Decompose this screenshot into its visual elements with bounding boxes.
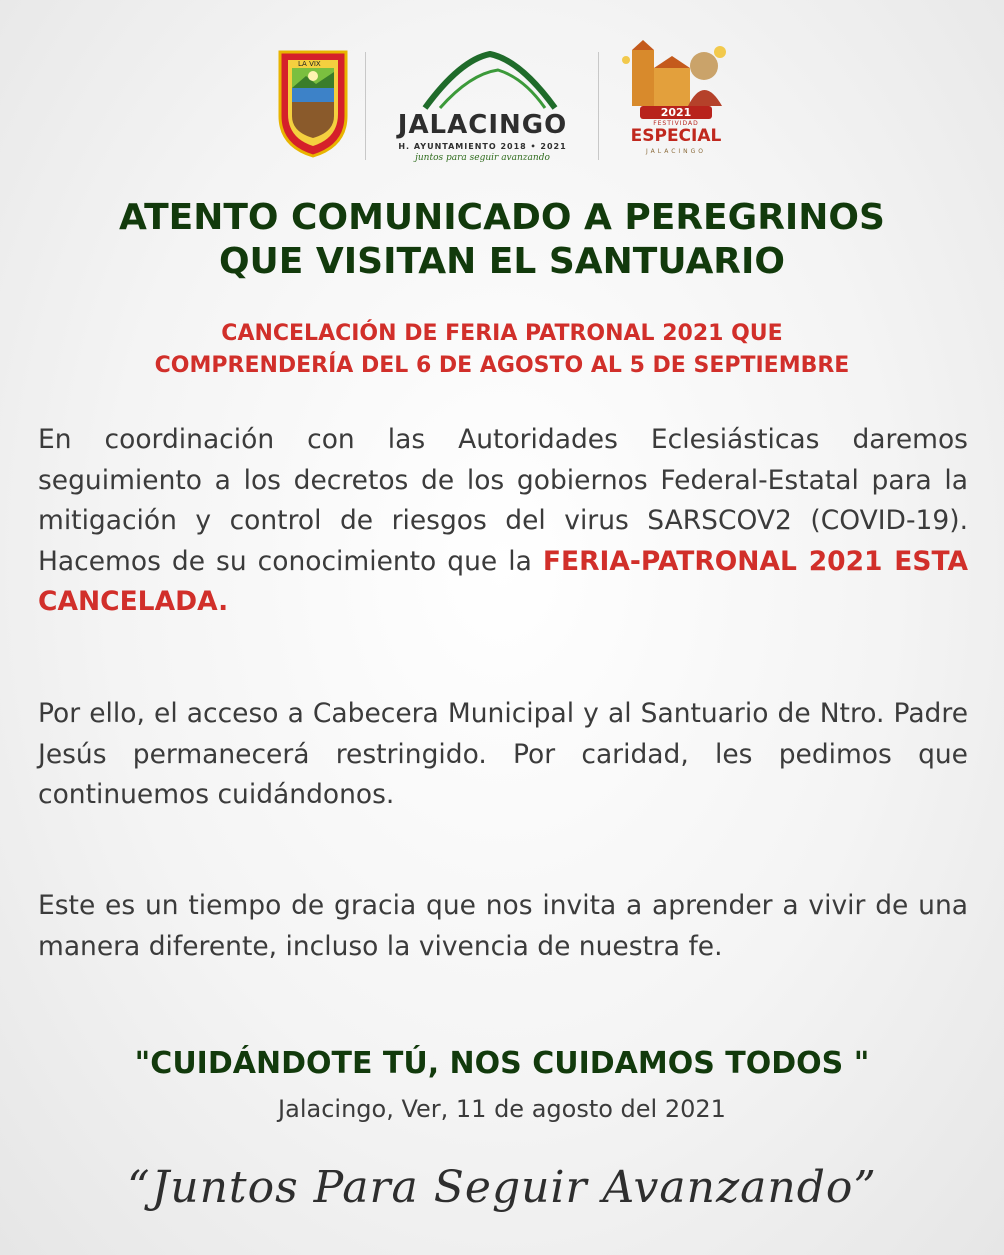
motto: "CUIDÁNDOTE TÚ, NOS CUIDAMOS TODOS " (134, 1046, 870, 1081)
closing-slogan: “Juntos Para Seguir Avanzando” (127, 1162, 877, 1213)
festividad-label: FESTIVIDAD (653, 120, 699, 127)
logo-divider (365, 52, 366, 160)
festividad-especial: ESPECIAL (630, 126, 722, 146)
paragraph-coordination (38, 420, 968, 623)
place-date: Jalacingo, Ver, 11 de agosto del 2021 (278, 1095, 726, 1123)
festividad-year: 2021 (640, 106, 712, 119)
mountain-icon (420, 50, 560, 112)
church-icon (618, 40, 734, 110)
logo-header (0, 40, 1004, 170)
paragraph-restricted-access: Por ello, el acceso a Cabecera Municipal y al Santuario de Ntro. Padre Jesús permanecerá restringido. Por caridad, les pedimos que continuemos cuidándonos. (38, 698, 968, 810)
logo-divider (598, 52, 599, 160)
festividad-especial-logo (618, 40, 734, 168)
announcement-title (30, 196, 974, 284)
paragraph-time-of-grace: Este es un tiempo de gracia que nos invita a aprender a vivir de una manera diferente, incluso la vivencia de nuestra fe. (38, 890, 968, 962)
municipal-crest-logo (276, 46, 350, 158)
subtitle-line-2: COMPRENDERÍA DEL 6 DE AGOSTO AL 5 DE SEPTIEMBRE (154, 353, 850, 378)
crest-top-text: LA VIX (298, 60, 321, 68)
festividad-town: JALACINGO (645, 148, 707, 155)
subtitle-line-1: CANCELACIÓN DE FERIA PATRONAL 2021 QUE (221, 321, 783, 346)
jalacingo-logo (380, 50, 585, 165)
ayuntamiento-subtitle: H. AYUNTAMIENTO 2018 • 2021 (398, 142, 567, 151)
jalacingo-name: JALACINGO (397, 110, 568, 140)
title-line-2: QUE VISITAN EL SANTUARIO (218, 241, 786, 282)
cancellation-subtitle (30, 318, 974, 382)
cancellation-highlight: FERIA-PATRONAL 2021 ESTA CANCELADA. (38, 545, 968, 617)
paragraph-coordination-text: En coordinación con las Autoridades Eclesiásticas daremos seguimiento a los decretos de los gobiernos Federal-Estatal para la mitigación y control de riesgos del virus SARSCOV2 (COVID-19). Hacemos de su conocimiento que la (38, 424, 968, 577)
jalacingo-slogan: juntos para seguir avanzando (415, 153, 550, 163)
title-line-1: ATENTO COMUNICADO A PEREGRINOS (119, 197, 885, 238)
